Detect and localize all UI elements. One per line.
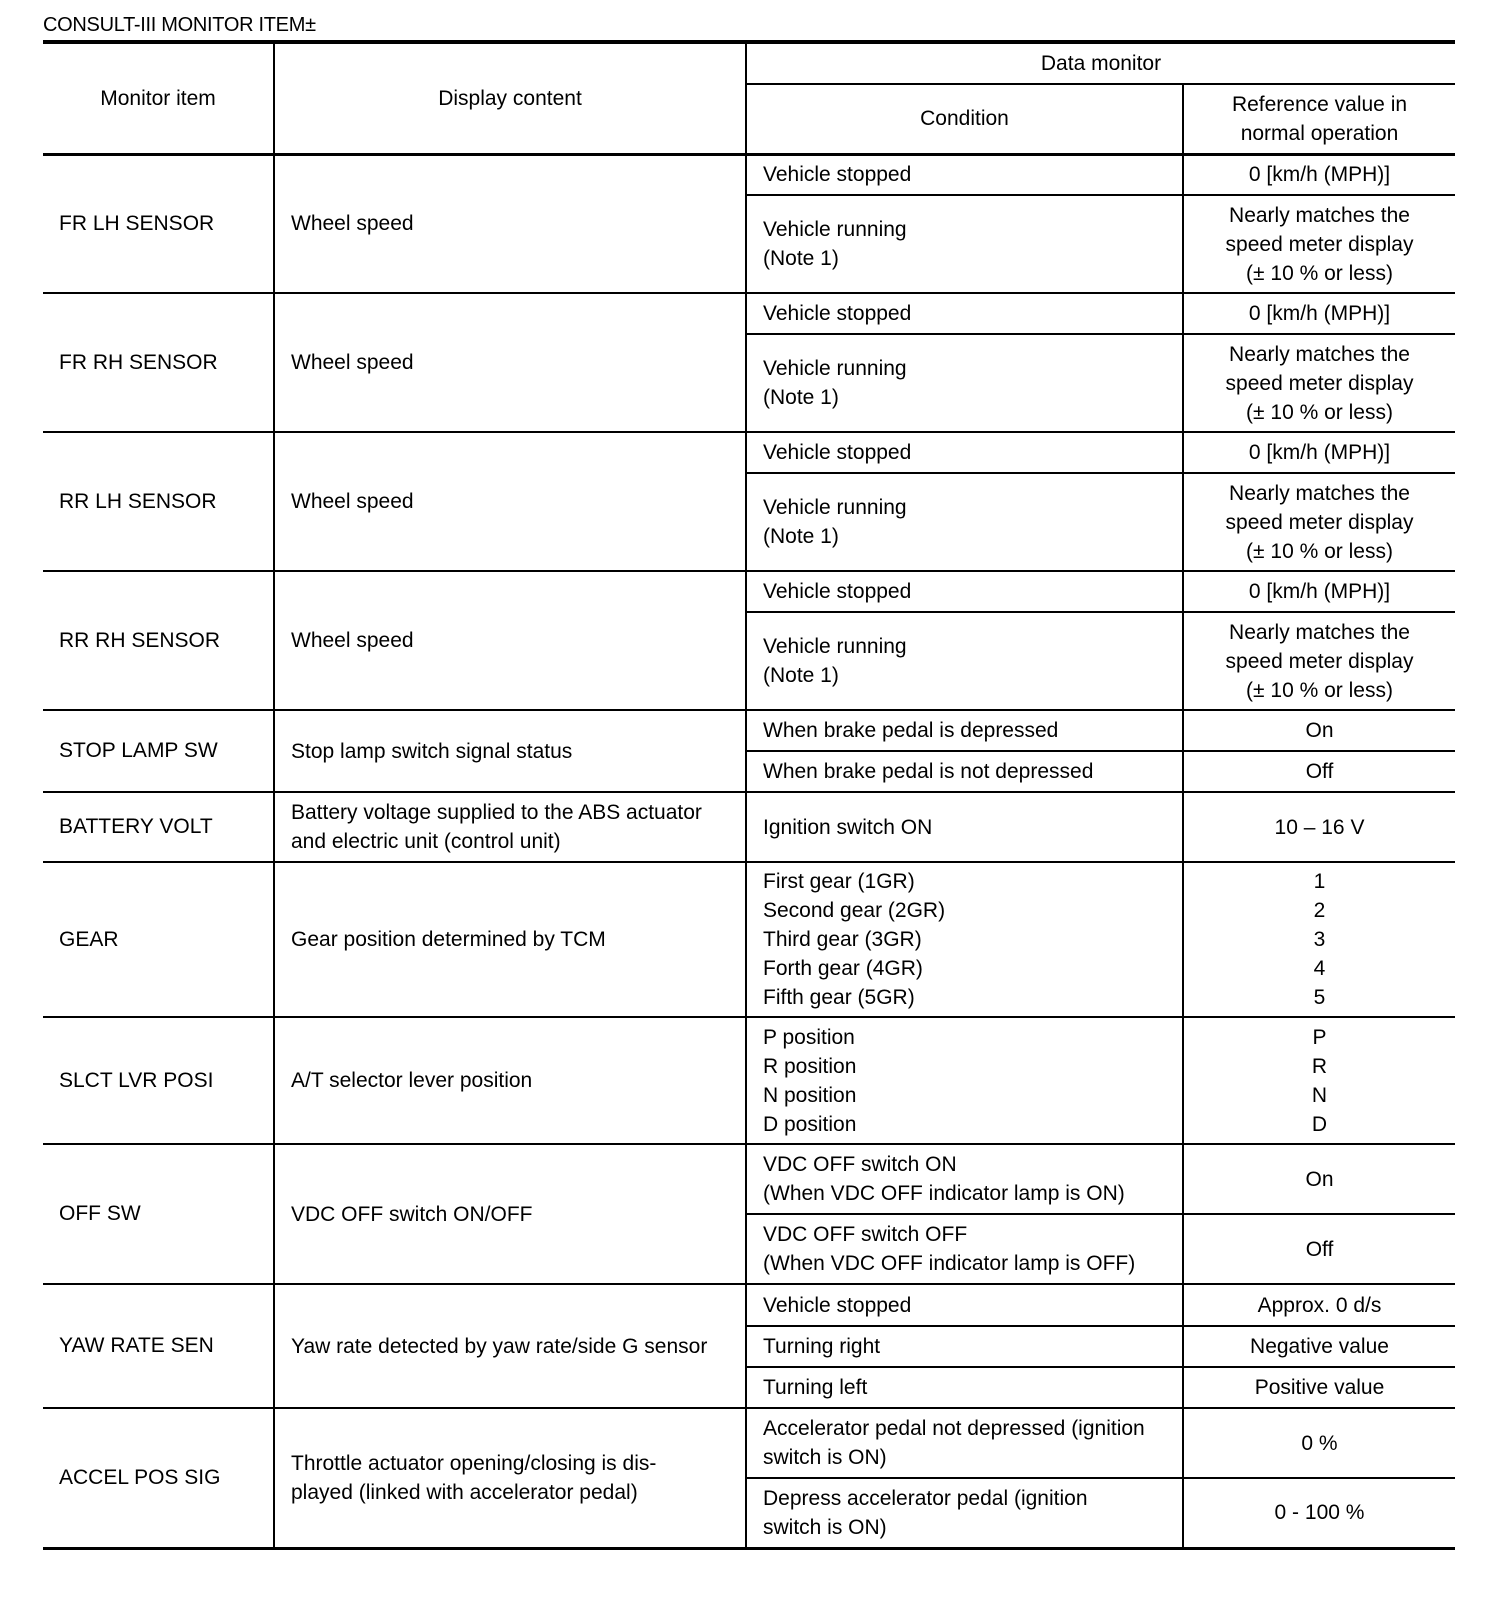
reference-value-line: (± 10 % or less) (1246, 400, 1393, 424)
reference-value-cell (1183, 293, 1455, 334)
reference-value-line: Negative value (1250, 1335, 1389, 1358)
condition-cell (746, 862, 1183, 1017)
reference-value-line: 0 [km/h (MPH)] (1248, 302, 1391, 325)
monitor-item-cell: STOP LAMP SW (43, 710, 274, 792)
display-content-cell (274, 1284, 746, 1408)
condition-cell (746, 334, 1183, 432)
reference-value-cell (1183, 751, 1455, 792)
display-content-line: and electric unit (control unit) (291, 830, 561, 853)
monitor-item-cell: SLCT LVR POSI (43, 1017, 274, 1144)
reference-value-line: 4 (1313, 957, 1326, 980)
header-reference-line: normal operation (1240, 121, 1399, 145)
reference-value-line: Off (1305, 760, 1334, 783)
condition-cell (746, 432, 1183, 473)
condition-line: Depress accelerator pedal (ignition (763, 1486, 1088, 1510)
table-row (43, 1408, 1455, 1478)
document-title: CONSULT-III MONITOR ITEM± (43, 14, 316, 36)
reference-value-line: Positive value (1254, 1376, 1385, 1399)
condition-line: VDC OFF switch OFF (763, 1223, 968, 1246)
condition-cell (746, 1017, 1183, 1144)
reference-value-line: (± 10 % or less) (1246, 261, 1393, 285)
reference-value-line: Nearly matches the (1229, 481, 1410, 505)
reference-value-cell (1183, 1284, 1455, 1326)
reference-value-line: Off (1305, 1237, 1334, 1261)
condition-line: Vehicle stopped (763, 302, 912, 325)
condition-line: R position (763, 1054, 857, 1078)
display-content-line: Battery voltage supplied to the ABS actuator (291, 801, 702, 824)
monitor-item-cell: ACCEL POS SIG (43, 1408, 274, 1548)
reference-value-line: 0 [km/h (MPH)] (1248, 441, 1391, 464)
display-content-cell (274, 154, 746, 293)
display-content-cell (274, 1144, 746, 1284)
condition-cell (746, 1284, 1183, 1326)
reference-value-line: Nearly matches the (1229, 342, 1410, 366)
condition-line: Vehicle running (763, 357, 907, 380)
reference-value-line: 3 (1313, 928, 1326, 951)
reference-value-cell (1183, 1326, 1455, 1367)
reference-value-line: Nearly matches the (1229, 620, 1410, 644)
reference-value-cell (1183, 432, 1455, 473)
condition-line: Vehicle running (763, 496, 907, 519)
reference-value-line: speed meter display (1225, 649, 1414, 673)
table-body (43, 154, 1455, 1548)
condition-cell (746, 612, 1183, 710)
condition-cell (746, 751, 1183, 792)
display-content-line: Wheel speed (291, 212, 414, 236)
reference-value-line: (± 10 % or less) (1246, 539, 1393, 563)
condition-line: (When VDC OFF indicator lamp is ON) (763, 1182, 1125, 1205)
reference-value-line: D (1311, 1112, 1328, 1136)
condition-cell (746, 1367, 1183, 1408)
condition-cell (746, 293, 1183, 334)
reference-value-cell (1183, 612, 1455, 710)
monitor-item-table (43, 40, 1455, 1550)
display-content-cell (274, 710, 746, 792)
reference-value-line: speed meter display (1225, 232, 1414, 256)
condition-line: Forth gear (4GR) (763, 957, 923, 980)
display-content-line: Wheel speed (291, 629, 414, 652)
condition-line: switch is ON) (763, 1446, 887, 1469)
display-content-line: Stop lamp switch signal status (291, 739, 573, 763)
header-display-content: Display content (274, 42, 746, 154)
reference-value-line: N (1311, 1083, 1328, 1107)
condition-cell (746, 195, 1183, 293)
reference-value-cell (1183, 862, 1455, 1017)
condition-line: Vehicle stopped (763, 580, 912, 603)
display-content-cell (274, 1408, 746, 1548)
monitor-item-cell: FR RH SENSOR (43, 293, 274, 432)
display-content-cell (274, 432, 746, 571)
condition-cell (746, 1326, 1183, 1367)
table-row (43, 154, 1455, 195)
reference-value-cell (1183, 571, 1455, 612)
table-row (43, 710, 1455, 751)
reference-value-line: speed meter display (1225, 510, 1414, 534)
condition-line: switch is ON) (763, 1515, 887, 1539)
reference-value-line: 5 (1313, 986, 1326, 1009)
monitor-item-cell: RR RH SENSOR (43, 571, 274, 710)
display-content-line: Gear position determined by TCM (291, 928, 606, 951)
condition-cell (746, 792, 1183, 862)
monitor-item-cell: GEAR (43, 862, 274, 1017)
reference-value-line: 1 (1313, 870, 1326, 893)
reference-value-line: 0 - 100 % (1274, 1501, 1365, 1525)
condition-line: Vehicle running (763, 218, 907, 241)
condition-line: VDC OFF switch ON (763, 1153, 957, 1176)
reference-value-cell (1183, 1214, 1455, 1284)
table-row (43, 1017, 1455, 1144)
condition-line: N position (763, 1083, 857, 1107)
monitor-item-cell: RR LH SENSOR (43, 432, 274, 571)
condition-line: Accelerator pedal not depressed (ignition (763, 1417, 1145, 1440)
condition-line: Vehicle stopped (763, 441, 912, 464)
reference-value-line: On (1305, 1167, 1334, 1191)
monitor-item-cell: FR LH SENSOR (43, 154, 274, 293)
condition-cell (746, 710, 1183, 751)
table-row (43, 293, 1455, 334)
reference-value-line: (± 10 % or less) (1246, 678, 1393, 702)
monitor-item-cell: BATTERY VOLT (43, 792, 274, 862)
condition-cell (746, 473, 1183, 571)
condition-cell (746, 1144, 1183, 1214)
display-content-cell (274, 1017, 746, 1144)
header-reference-value (1183, 84, 1455, 154)
reference-value-cell (1183, 1144, 1455, 1214)
condition-line: P position (763, 1025, 855, 1049)
reference-value-cell (1183, 1408, 1455, 1478)
display-content-line: Throttle actuator opening/closing is dis- (291, 1451, 657, 1475)
condition-line: Vehicle stopped (763, 163, 912, 187)
header-monitor-item: Monitor item (43, 42, 274, 154)
monitor-item-cell: OFF SW (43, 1144, 274, 1284)
reference-value-cell (1183, 154, 1455, 195)
display-content-line: A/T selector lever position (291, 1069, 533, 1092)
reference-value-cell (1183, 792, 1455, 862)
reference-value-cell (1183, 473, 1455, 571)
table-row (43, 432, 1455, 473)
display-content-cell (274, 571, 746, 710)
reference-value-line: On (1305, 719, 1334, 742)
reference-value-line: R (1311, 1054, 1328, 1078)
display-content-line: Wheel speed (291, 490, 414, 513)
condition-line: (When VDC OFF indicator lamp is OFF) (763, 1252, 1136, 1275)
display-content-cell (274, 792, 746, 862)
reference-value-cell (1183, 1367, 1455, 1408)
header-data-monitor: Data monitor (746, 42, 1455, 84)
reference-value-line: 0 [km/h (MPH)] (1248, 163, 1391, 187)
condition-line: (Note 1) (763, 525, 839, 548)
condition-line: Fifth gear (5GR) (763, 986, 915, 1009)
condition-line: (Note 1) (763, 386, 839, 409)
condition-line: Vehicle stopped (763, 1293, 912, 1317)
table-row (43, 792, 1455, 862)
header-reference-line: Reference value in (1231, 92, 1408, 116)
reference-value-line: 0 % (1301, 1431, 1338, 1455)
condition-cell (746, 1214, 1183, 1284)
reference-value-cell (1183, 1017, 1455, 1144)
display-content-line: played (linked with accelerator pedal) (291, 1480, 638, 1504)
condition-line: When brake pedal is depressed (763, 719, 1059, 742)
table-row (43, 862, 1455, 1017)
condition-cell (746, 571, 1183, 612)
condition-line: D position (763, 1112, 857, 1136)
reference-value-line: 2 (1313, 899, 1326, 922)
header-condition: Condition (746, 84, 1183, 154)
condition-cell (746, 1408, 1183, 1478)
reference-value-cell (1183, 710, 1455, 751)
condition-line: Third gear (3GR) (763, 928, 922, 951)
condition-line: When brake pedal is not depressed (763, 760, 1094, 783)
table-row (43, 1144, 1455, 1214)
reference-value-line: Approx. 0 d/s (1257, 1293, 1382, 1317)
condition-cell (746, 154, 1183, 195)
display-content-line: Yaw rate detected by yaw rate/side G sensor (291, 1334, 708, 1358)
reference-value-line: P (1312, 1025, 1327, 1049)
reference-value-line: 10 – 16 V (1274, 815, 1365, 839)
monitor-item-cell: YAW RATE SEN (43, 1284, 274, 1408)
reference-value-line: 0 [km/h (MPH)] (1248, 580, 1391, 603)
condition-line: Turning right (763, 1335, 881, 1358)
display-content-cell (274, 862, 746, 1017)
reference-value-cell (1183, 195, 1455, 293)
condition-line: Turning left (763, 1376, 868, 1399)
condition-line: (Note 1) (763, 664, 839, 687)
display-content-line: Wheel speed (291, 351, 414, 374)
table-row (43, 1284, 1455, 1326)
reference-value-line: speed meter display (1225, 371, 1414, 395)
condition-line: (Note 1) (763, 247, 839, 270)
reference-value-cell (1183, 334, 1455, 432)
display-content-cell (274, 293, 746, 432)
condition-line: Vehicle running (763, 635, 907, 658)
condition-line: First gear (1GR) (763, 870, 915, 893)
table-row (43, 571, 1455, 612)
condition-line: Second gear (2GR) (763, 899, 946, 922)
condition-line: Ignition switch ON (763, 815, 933, 839)
display-content-line: VDC OFF switch ON/OFF (291, 1202, 533, 1226)
reference-value-cell (1183, 1478, 1455, 1548)
condition-cell (746, 1478, 1183, 1548)
reference-value-line: Nearly matches the (1229, 203, 1410, 227)
